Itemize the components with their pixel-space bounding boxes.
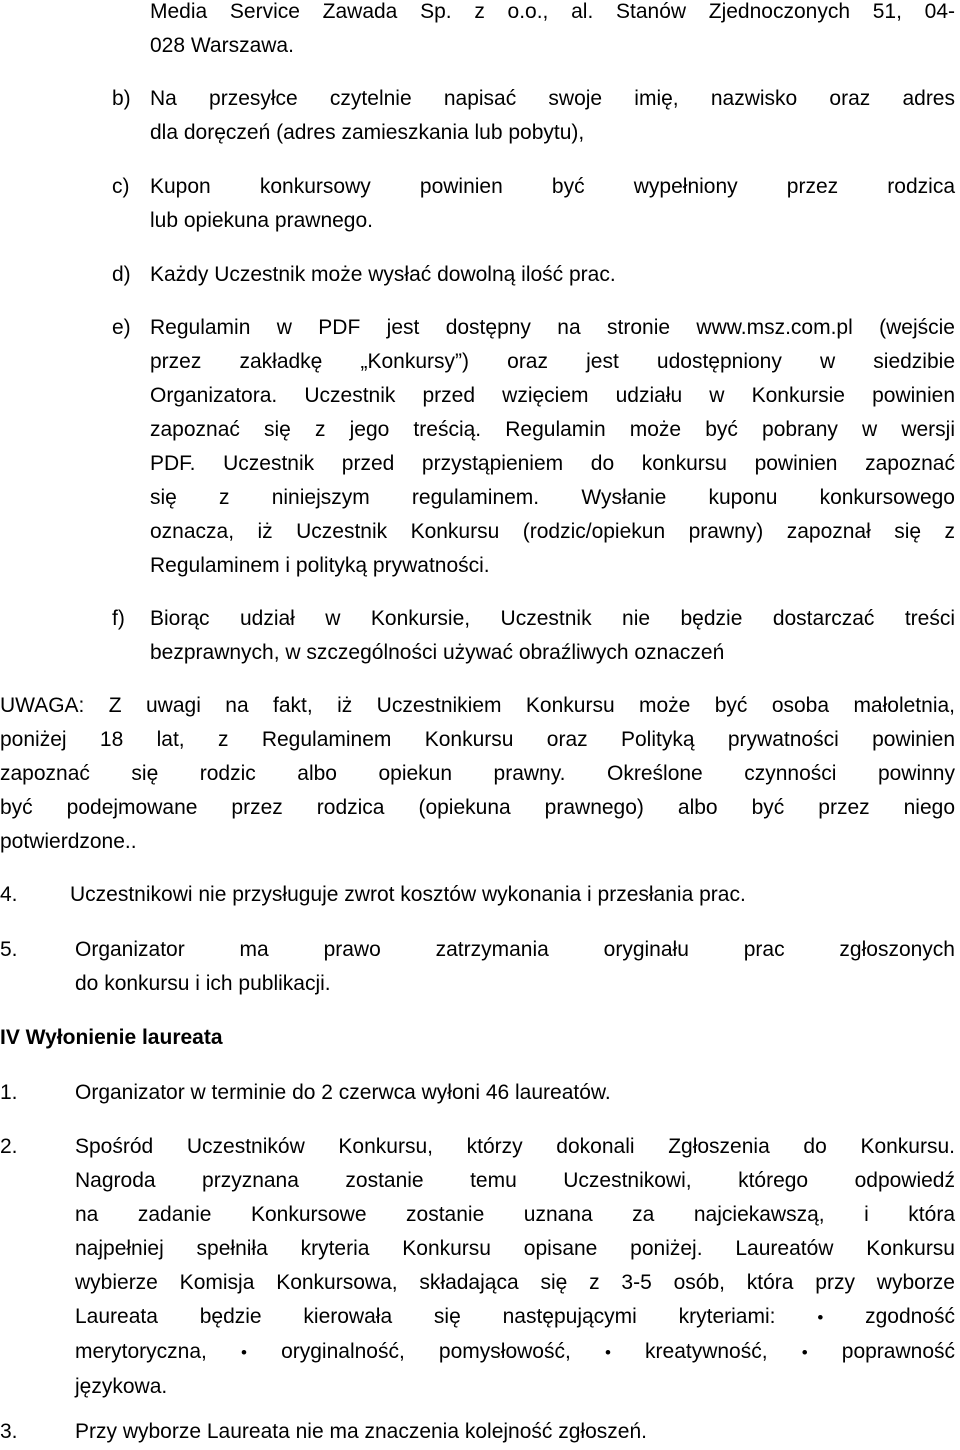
point-number: 4. (0, 883, 18, 906)
text-line: Organizator ma prawo zatrzymania oryginału prac zgłoszonych (75, 938, 955, 961)
text-line: Spośród Uczestników Konkursu, którzy dokonali Zgłoszenia do Konkursu. (75, 1135, 955, 1158)
text-line: się z niniejszym regulaminem. Wysłanie kuponu konkursowego (150, 486, 955, 509)
text-line: Kupon konkursowy powinien być wypełniony przez rodzica (150, 175, 955, 198)
text-line: Każdy Uczestnik może wysłać dowolną ilość prac. (150, 263, 616, 286)
text-line: językowa. (75, 1375, 168, 1398)
list-item-b (112, 82, 955, 150)
point-number: 3. (0, 1420, 18, 1443)
text-line: zapoznać się rodzic albo opiekun prawny. Określone czynności powinny (0, 762, 955, 785)
text-line: poniżej 18 lat, z Regulaminem Konkursu oraz Polityką prywatności powinien (0, 728, 955, 751)
list-marker: d) (112, 263, 131, 286)
text-line: Uczestnikowi nie przysługuje zwrot kosztów wykonania i przesłania prac. (70, 883, 746, 906)
list-marker: f) (112, 607, 125, 630)
text-line: Organizator w terminie do 2 czerwca wyłoni 46 laureatów. (75, 1081, 611, 1104)
criterion-text: poprawność (841, 1340, 955, 1363)
text-line (75, 1335, 955, 1370)
bullet-icon: • (817, 1308, 824, 1327)
text-line: Media Service Zawada Sp. z o.o., al. Stanów Zjednoczonych 51, 04- (150, 0, 955, 23)
text-line: Regulaminem i polityką prywatności. (150, 554, 490, 577)
text-line: Na przesyłce czytelnie napisać swoje imię, nazwisko oraz adres (150, 87, 955, 110)
list-item-f (112, 602, 955, 670)
criterion-text: zgodność (865, 1305, 955, 1328)
text-line: Regulamin w PDF jest dostępny na stronie www.msz.com.pl (wejście (150, 316, 955, 339)
list-item-d (112, 258, 955, 292)
text-line: Biorąc udział w Konkursie, Uczestnik nie będzie dostarczać treści (150, 607, 955, 630)
numbered-point-2 (0, 1130, 955, 1404)
text-line: Organizatora. Uczestnik przed wzięciem udziału w Konkursie powinien (150, 384, 955, 407)
text-segment: Laureata będzie kierowała się następującymi kryteriami: (75, 1305, 776, 1328)
text-line: zapoznać się z jego treścią. Regulamin może być pobrany w wersji (150, 418, 955, 441)
text-line: oznacza, iż Uczestnik Konkursu (rodzic/opiekun prawny) zapoznał się z (150, 520, 955, 543)
text-line: wybierze Komisja Konkursowa, składająca się z 3-5 osób, która przy wyborze (75, 1271, 955, 1294)
text-line: PDF. Uczestnik przed przystąpieniem do konkursu powinien zapoznać (150, 452, 955, 475)
criterion-text: kreatywność, (645, 1340, 768, 1363)
text-line: bezprawnych, w szczególności używać obraźliwych oznaczeń (150, 641, 725, 664)
section-heading: IV Wyłonienie laureata (0, 1026, 223, 1049)
text-line: Przy wyborze Laureata nie ma znaczenia kolejność zgłoszeń. (75, 1420, 647, 1443)
text-line: potwierdzone.. (0, 830, 137, 853)
bullet-icon: • (241, 1343, 247, 1362)
text-line: na zadanie Konkursowe zostanie uznana za najciekawszą, i która (75, 1203, 955, 1226)
bullet-icon: • (604, 1343, 611, 1362)
point-number: 1. (0, 1081, 18, 1104)
item-a-continued (150, 0, 955, 63)
numbered-point-1 (0, 1076, 955, 1110)
text-line: Nagroda przyznana zostanie temu Uczestnikowi, którego odpowiedź (75, 1169, 955, 1192)
list-marker: b) (112, 87, 131, 110)
bullet-icon: • (801, 1343, 808, 1362)
notice-paragraph (0, 689, 955, 859)
numbered-point-3 (0, 1415, 955, 1449)
criterion-text: oryginalność, pomysłowość, (281, 1340, 571, 1363)
point-number: 5. (0, 938, 18, 961)
text-line: do konkursu i ich publikacji. (75, 972, 331, 995)
list-item-c (112, 170, 955, 238)
text-line: 028 Warszawa. (150, 34, 294, 57)
text-line: najpełniej spełniła kryteria Konkursu opisane poniżej. Laureatów Konkursu (75, 1237, 955, 1260)
text-line (75, 1300, 955, 1335)
text-line: być podejmowane przez rodzica (opiekuna prawnego) albo być przez niego (0, 796, 955, 819)
text-line: dla doręczeń (adres zamieszkania lub pobytu), (150, 121, 585, 144)
text-line: UWAGA: Z uwagi na fakt, iż Uczestnikiem Konkursu może być osoba małoletnia, (0, 694, 955, 717)
text-line: przez zakładkę „Konkursy”) oraz jest udostępniony w siedzibie (150, 350, 955, 373)
list-marker: c) (112, 175, 130, 198)
criterion-text: merytoryczna, (75, 1340, 207, 1363)
list-marker: e) (112, 316, 131, 339)
text-line: lub opiekuna prawnego. (150, 209, 374, 232)
point-number: 2. (0, 1135, 18, 1158)
list-item-e (112, 311, 955, 583)
numbered-point-4 (0, 878, 955, 912)
numbered-point-5 (0, 933, 955, 1001)
